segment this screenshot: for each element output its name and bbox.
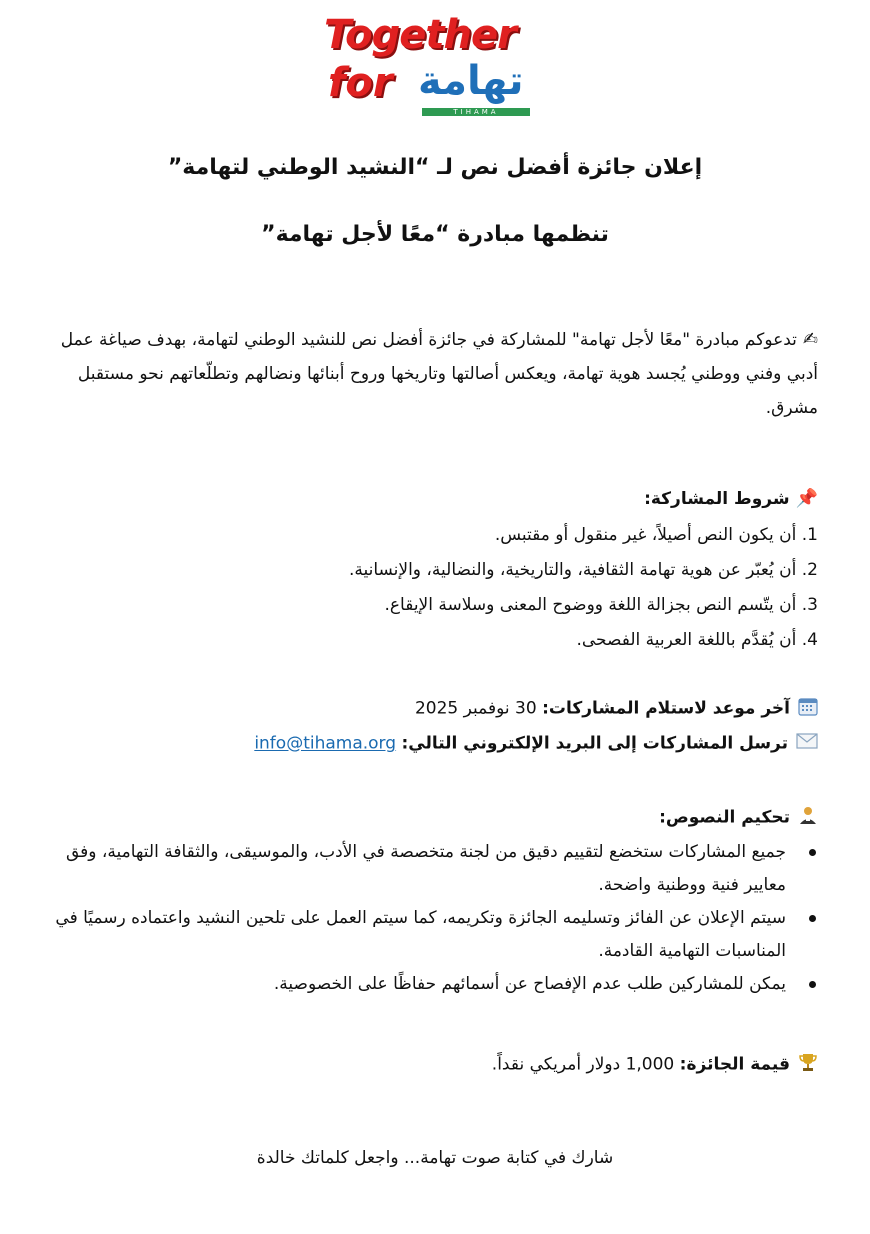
bullet-icon — [809, 849, 816, 856]
conditions-heading-text: شروط المشاركة: — [644, 489, 790, 509]
sub-title: تنظمها مبادرة “معًا لأجل تهامة” — [261, 222, 609, 247]
intro-paragraph — [48, 323, 818, 425]
bullet-icon — [809, 981, 816, 988]
list-item — [48, 968, 818, 1001]
list-item: 4. أن يُقدَّم باللغة العربية الفصحى. — [576, 630, 818, 650]
judging-heading — [48, 805, 818, 830]
conditions-list — [48, 518, 818, 658]
list-item — [48, 902, 818, 968]
prize-line — [48, 1052, 818, 1077]
email-link[interactable]: info@tihama.org — [254, 733, 397, 754]
list-item-text: جميع المشاركات ستخضع لتقييم دقيق من لجنة متخصصة في الأدب، والموسيقى، والثقافة التهامية، وفق معايير فنية ووطنية واضحة. — [66, 842, 786, 895]
logo-together-text: Together — [324, 12, 516, 58]
judging-heading-text: تحكيم النصوص: — [659, 807, 790, 828]
trophy-icon — [798, 1052, 818, 1077]
list-item — [48, 836, 818, 902]
deadline-value: 30 نوفمبر 2025 — [414, 698, 537, 719]
judging-list — [48, 836, 818, 1001]
prize-label: قيمة الجائزة: — [679, 1054, 790, 1075]
prize-value: 1,000 دولار أمريكي نقداً. — [491, 1054, 675, 1075]
list-item-text: سيتم الإعلان عن الفائز وتسليمه الجائزة وتكريمه، كما سيتم العمل على تلحين النشيد واعتماده رسميًا في المناسبات التهامية القادمة. — [55, 908, 786, 961]
calendar-icon — [798, 696, 818, 721]
intro-text: تدعوكم مبادرة "معًا لأجل تهامة" للمشاركة في جائزة أفضل نص للنشيد الوطني لتهامة، بهدف صياغة عمل أدبي وفني ووطني يُجسد هوية تهامة، ويعكس أصالتها وتاريخها وروح أبنائها ونضالهم وتطلّعاتهم نحو مستقبل مشرق. — [60, 330, 818, 418]
list-item: 3. أن يتّسم النص بجزالة اللغة ووضوح المعنى وسلاسة الإيقاع. — [384, 595, 818, 615]
deadline-label: آخر موعد لاستلام المشاركات: — [542, 698, 790, 719]
list-item: 1. أن يكون النص أصيلاً، غير منقول أو مقتبس. — [494, 525, 818, 545]
conditions-heading — [48, 488, 818, 509]
main-title: إعلان جائزة أفضل نص لـ “النشيد الوطني لتهامة” — [167, 155, 703, 180]
logo-for-text: for — [328, 60, 393, 106]
list-item: 2. أن يُعبّر عن هوية تهامة الثقافية، والتاريخية، والنضالية، والإنسانية. — [348, 560, 818, 580]
email-label: ترسل المشاركات إلى البريد الإلكتروني التالي: — [401, 733, 788, 754]
logo-tihama-latin: TIHAMA — [453, 108, 499, 116]
pushpin-icon: 📌 — [795, 488, 818, 509]
judge-icon — [798, 805, 818, 830]
writing-hand-icon: ✍ — [802, 329, 818, 350]
closing-tagline: شارك في كتابة صوت تهامة... واجعل كلماتك خالدة — [256, 1148, 614, 1168]
deadline-line — [48, 696, 818, 721]
bullet-icon — [809, 915, 816, 922]
envelope-icon — [796, 733, 818, 754]
logo-tihama-arabic: تهامة — [418, 58, 524, 104]
together-for-tihama-logo — [318, 12, 544, 118]
email-line — [48, 733, 818, 754]
list-item-text: يمكن للمشاركين طلب عدم الإفصاح عن أسمائهم حفاظًا على الخصوصية. — [273, 974, 786, 994]
